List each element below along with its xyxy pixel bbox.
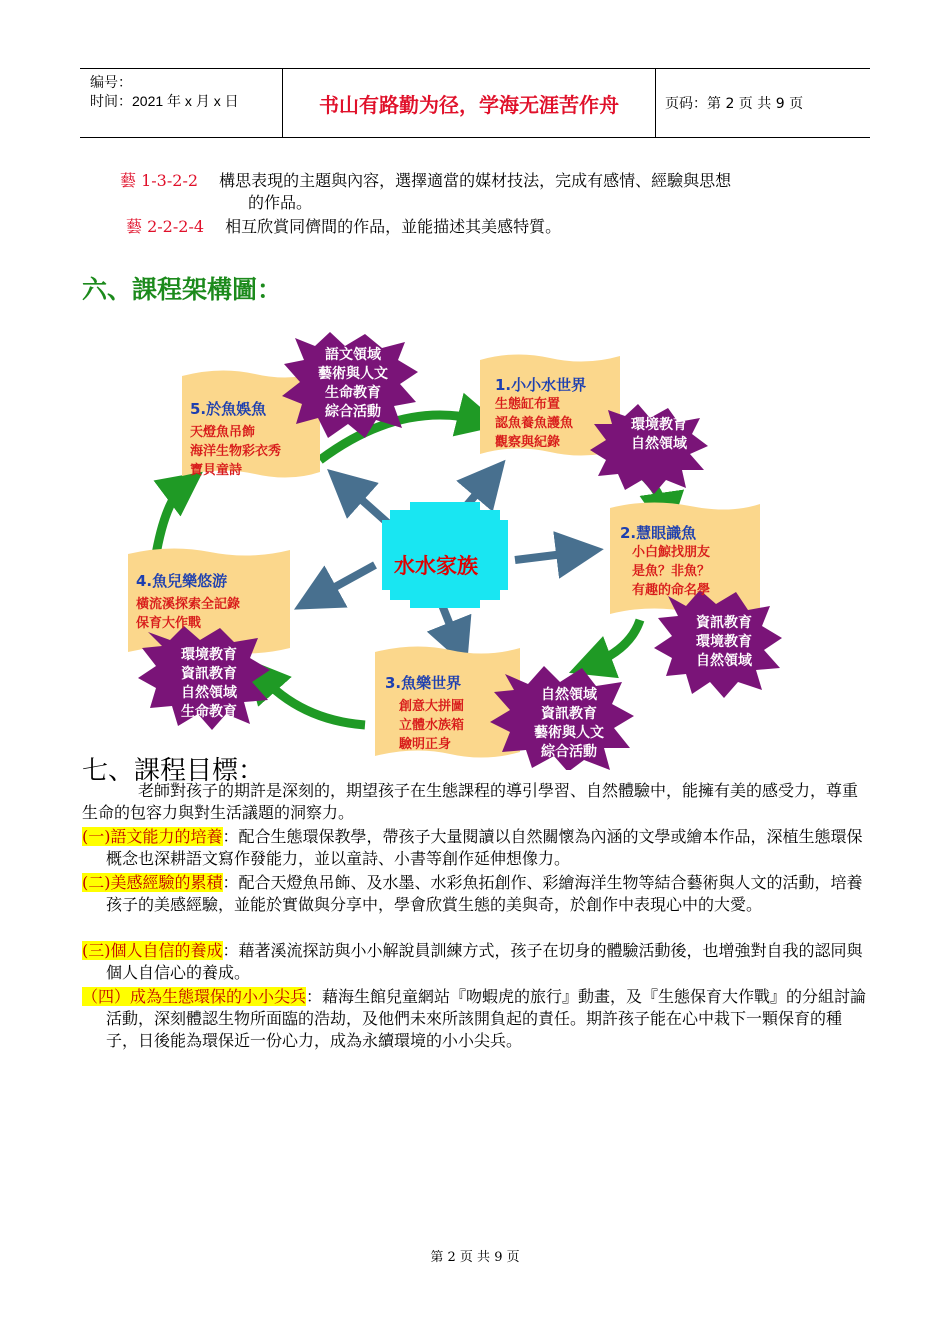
- unit-item: 立體水族箱: [399, 718, 465, 733]
- unit-1: [495, 374, 586, 452]
- goal-label: (二)美感經驗的累積: [82, 873, 223, 892]
- domain-label: 藝術與人文: [534, 725, 604, 741]
- goal-text: ：配合生態環保教學，帶孩子大量閱讀以自然關懷為內涵的文學或繪本作品，深植生態環保概念也深耕語文寫作發能力，並以童詩、小書等創作延伸想像力。: [106, 827, 863, 868]
- domain-label: 自然領域: [181, 685, 237, 701]
- standard-code: 藝 1-3-2-2: [120, 171, 199, 190]
- goal-label: (三)個人自信的養成: [82, 941, 223, 960]
- goal-text: ：藉著溪流探訪與小小解說員訓練方式，孩子在切身的體驗活動後，也增強對自我的認同與個人自信心的養成。: [106, 941, 863, 982]
- domain-label: 資訊教育: [696, 615, 752, 631]
- flow-curve: [590, 620, 640, 665]
- domain-label: 綜合活動: [325, 404, 381, 420]
- unit-item: 驗明正身: [399, 737, 452, 752]
- unit-item: 橫流溪探索全記錄: [136, 597, 241, 612]
- unit-item: 有趣的命名學: [632, 583, 711, 598]
- time-label: 时间：2021 年 x 月 x 日: [90, 93, 239, 109]
- standard-code: 藝 2-2-2-4: [126, 217, 205, 236]
- goal-4: [82, 986, 872, 1052]
- unit-1-domains: [616, 416, 702, 454]
- unit-5: [190, 398, 281, 480]
- number-label: 编号：: [90, 74, 132, 90]
- goal-1: [82, 826, 872, 870]
- unit-title: 3.魚樂世界: [385, 674, 462, 692]
- intro-paragraph: 老師對孩子的期許是深刻的，期望孩子在生態課程的導引學習、自然體驗中，能擁有美的感受力，尊重生命的包容力與對生活議題的洞察力。: [82, 781, 859, 822]
- domain-label: 資訊教育: [181, 666, 237, 682]
- unit-title: 1.小小水世界: [495, 376, 587, 394]
- unit-2-domains: [676, 614, 772, 671]
- arrow-to-unit-4: [315, 565, 375, 598]
- domain-label: 環境教育: [696, 634, 752, 650]
- section-title: 七、課程目標：: [82, 756, 265, 786]
- header-motto: 书山有路勤为径，学海无涯苦作舟: [282, 69, 656, 137]
- center-label: 水水家族: [394, 554, 478, 578]
- unit-4: [136, 570, 240, 633]
- domain-label: 資訊教育: [541, 706, 597, 722]
- standard-2: [126, 216, 866, 238]
- flow-curve: [260, 675, 365, 725]
- arrow-to-unit-2: [515, 552, 580, 560]
- unit-item: 天燈魚吊飾: [190, 425, 256, 440]
- domain-label: 環境教育: [631, 417, 687, 433]
- unit-item: 保育大作戰: [136, 616, 202, 631]
- unit-title: 4.魚兒樂悠游: [136, 572, 228, 590]
- goal-2: [82, 872, 872, 916]
- standard-1: [120, 170, 860, 192]
- page-footer: 第 2 页 共 9 页: [430, 1250, 520, 1265]
- goal-3: [82, 940, 872, 984]
- domain-label: 環境教育: [181, 647, 237, 663]
- header-meta: [80, 69, 282, 137]
- unit-3-domains: [514, 686, 624, 762]
- unit-item: 小白鯨找朋友: [632, 545, 711, 560]
- domain-label: 綜合活動: [541, 744, 597, 760]
- arrow-to-unit-3: [442, 605, 458, 645]
- unit-item: 生態缸布置: [495, 397, 561, 412]
- unit-item: 觀察與紀錄: [495, 435, 561, 450]
- unit-4-domains: [164, 646, 254, 722]
- standard-text: 構思表現的主題與內容，選擇適當的媒材技法，完成有感情、經驗與思想: [219, 171, 732, 190]
- domain-label: 生命教育: [181, 704, 237, 720]
- arrow-to-unit-5: [345, 485, 390, 525]
- unit-item: 創意大拼圖: [399, 699, 465, 714]
- unit-3: [385, 672, 464, 754]
- goal-label: （四）成為生態環保的小小尖兵: [82, 987, 307, 1006]
- section-title: 六、課程架構圖：: [82, 275, 283, 304]
- domain-label: 語文領域: [325, 347, 381, 363]
- header-page-label: 页码：第 2 页 共 9 页: [665, 96, 804, 112]
- goal-label: (一)語文能力的培養: [82, 827, 223, 846]
- course-structure-diagram: [120, 320, 810, 770]
- domain-label: 藝術與人文: [318, 366, 388, 382]
- domain-label: 自然領域: [696, 653, 752, 669]
- domain-label: 自然領域: [631, 436, 687, 452]
- unit-item: 寶貝童詩: [190, 463, 243, 478]
- unit-item: 是魚？非魚？: [632, 564, 711, 579]
- standard-text: 相互欣賞同儕間的作品，並能描述其美感特質。: [225, 217, 562, 236]
- page-header: [80, 68, 870, 138]
- domain-label: 生命教育: [325, 385, 381, 401]
- goal-text: ：配合天燈魚吊飾、及水墨、水彩魚拓創作、彩繪海洋生物等結合藝術與人文的活動，培養孩子的美感經驗，並能於實做與分享中，學會欣賞生態的美與奇，於創作中表現心中的大愛。: [106, 873, 863, 914]
- unit-5-domains: [300, 346, 406, 422]
- standard-1-cont: 的作品。: [248, 193, 313, 212]
- unit-title: 5.於魚娛魚: [190, 400, 267, 418]
- unit-title: 2.慧眼識魚: [620, 524, 697, 542]
- goal-text: ：藉海生館兒童網站『吻蝦虎的旅行』動畫，及『生態保育大作戰』的分組討論活動，深刻體認生物所面臨的浩劫，及他們未來所該開負起的責任。期許孩子能在心中栽下一顆保育的種子，日後能為環保近一份心力，成為永續環境的小小尖兵。: [106, 987, 867, 1050]
- unit-item: 認魚養魚護魚: [495, 416, 574, 431]
- unit-2: [620, 522, 710, 600]
- domain-label: 自然領域: [541, 687, 597, 703]
- unit-item: 海洋生物彩衣秀: [190, 444, 282, 459]
